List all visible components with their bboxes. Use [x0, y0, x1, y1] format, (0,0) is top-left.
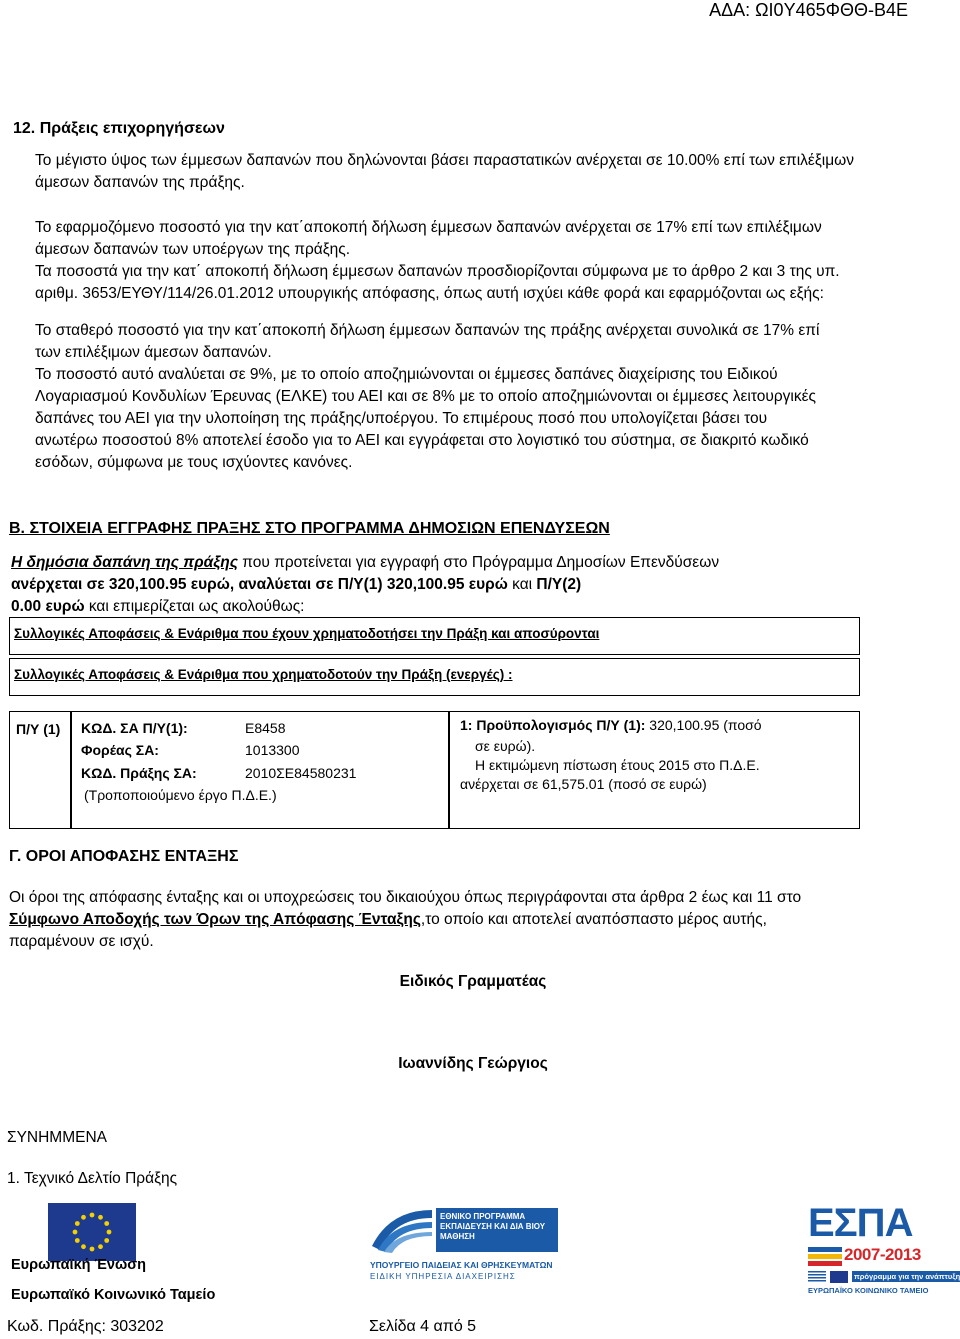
signature-name: Ιωαννίδης Γεώργιος [398, 1055, 548, 1072]
paragraph-line: Το σταθερό ποσοστό για την κατ΄αποκοπή δήλωση έμμεσων δαπανών της πράξης ανέρχεται συνολικά σε 17% επί [35, 322, 820, 339]
paragraph-line: των επιλέξιμων άμεσων δαπανών. [35, 344, 272, 361]
paragraph-line: ανωτέρω ποσοστού 8% αποτελεί έσοδο για το ΑΕΙ και εγγράφεται στο λογιστικό του σύστημα, σε διακριτό κωδικό [35, 432, 809, 449]
ministry-line-4: ΕΙΔΙΚΗ ΥΠΗΡΕΣΙΑ ΔΙΑΧΕΙΡΙΣΗΣ [370, 1272, 516, 1281]
distribution-text: και επιμερίζεται ως ακολούθως: [84, 598, 305, 615]
terms-line-2 [9, 909, 767, 931]
kod-praxis-value: 2010ΣΕ84580231 [245, 765, 357, 781]
terms-line-3: παραμένουν σε ισχύ. [9, 933, 154, 950]
attachments-heading: ΣΥΝΗΜΜΕΝΑ [7, 1129, 108, 1146]
foreas-value: 1013300 [245, 742, 300, 758]
agreement-title: Σύμφωνο Αποδοχής των Όρων της Απόφασης Ένταξης [9, 911, 421, 928]
budget-label: 1: Προϋπολογισμός Π/Υ (1): [460, 717, 646, 733]
greek-flag-icon [808, 1271, 826, 1283]
attachment-item: 1. Τεχνικό Δελτίο Πράξης [7, 1170, 178, 1187]
ministry-line-1: ΕΘΝΙΚΟ ΠΡΟΓΡΑΜΜΑ [440, 1212, 526, 1221]
section-b-line-2 [11, 574, 581, 596]
sa-details-cell [70, 711, 450, 829]
kod-sa-value: Ε8458 [245, 720, 286, 736]
eu-flag-logo [48, 1203, 136, 1261]
terms-line-2-rest: ,το οποίο και αποτελεί αναπόσπαστο μέρος αυτής, [420, 911, 767, 928]
paragraph-line: Τα ποσοστά για την κατ΄ αποκοπή δήλωση έμμεσων δαπανών προσδιορίζονται σύμφωνα με το άρθρο 2 και 3 της υπ. [35, 263, 840, 280]
terms-line-1: Οι όροι της απόφασης ένταξης και οι υποχρεώσεις του δικαιούχου όπως περιγράφονται στα άρθρα 2 έως και 11 στο [9, 889, 802, 906]
budget-cell [448, 711, 860, 829]
section-b-line-1 [11, 552, 719, 574]
espa-title: ΕΣΠΑ [808, 1201, 913, 1245]
section-b-line-3 [11, 596, 304, 618]
footer-project-code: Κωδ. Πράξης: 303202 [7, 1318, 164, 1335]
section-12-heading: 12. Πράξεις επιχορηγήσεων [13, 120, 225, 137]
ada-code: ΑΔΑ: ΩΙ0Υ465ΦΘΘ-Β4Ε [709, 0, 908, 20]
paragraph-line: Λογαριασμού Κονδυλίων Έρευνας (ΕΛΚΕ) του ΑΕΙ και σε 8% με το οποίο αποζημιώνονται οι έμμεσες λειτουργικές [35, 388, 816, 405]
eu-stars-icon [48, 1203, 136, 1261]
espa-logo [808, 1201, 960, 1297]
public-expense-label: Η δημόσια δαπάνη της πράξης [11, 554, 238, 571]
signature-title: Ειδικός Γραμματέας [399, 973, 547, 990]
ministry-logo [370, 1206, 558, 1284]
and-connector: και [507, 576, 537, 593]
section-g-heading: Γ. ΟΡΟΙ ΑΠΟΦΑΣΗΣ ΕΝΤΑΞΗΣ [9, 848, 239, 865]
paragraph-line: δαπάνες του ΑΕΙ για την υλοποίηση της πράξης/υποέργου. Το επιμέρους ποσό που υπολογίζεται βάσει του [35, 410, 768, 427]
active-decisions-box [9, 658, 860, 696]
active-decisions-label: Συλλογικές Αποφάσεις & Ενάριθμα που χρηματοδοτούν την Πράξη (ενεργές) : [14, 667, 513, 682]
budget-line-1 [460, 717, 762, 733]
budget-line-4: ανέρχεται σε 61,575.01 (ποσό σε ευρώ) [460, 776, 707, 792]
paragraph-line: Το εφαρμοζόμενο ποσοστό για την κατ΄αποκοπή δήλωση έμμεσων δαπανών ανέρχεται σε 17% επί των επιλέξιμων [35, 219, 822, 236]
withdrawn-decisions-label: Συλλογικές Αποφάσεις & Ενάριθμα που έχουν χρηματοδοτήσει την Πράξη και αποσύρονται [14, 626, 600, 641]
ministry-line-2: ΕΚΠΑΙΔΕΥΣΗ ΚΑΙ ΔΙΑ ΒΙΟΥ ΜΑΘΗΣΗ [440, 1222, 546, 1241]
eu-label: Ευρωπαϊκή Ένωση [11, 1257, 146, 1273]
foreas-label: Φορέας ΣΑ: [81, 742, 159, 758]
espa-fund: ΕΥΡΩΠΑΪΚΟ ΚΟΙΝΩΝΙΚΟ ΤΑΜΕΙΟ [808, 1286, 929, 1295]
modified-project-note: (Τροποποιούμενο έργο Π.Δ.Ε.) [84, 787, 277, 803]
amount-breakdown: ανέρχεται σε 320,100.95 ευρώ, αναλύεται σε Π/Υ(1) 320,100.95 ευρώ [11, 576, 508, 593]
kod-sa-label: ΚΩΔ. ΣΑ Π/Υ(1): [81, 720, 188, 736]
espa-stripes-icon [808, 1247, 842, 1267]
paragraph-line: εσόδων, σύμφωνα με τους ισχύοντες κανόνες. [35, 454, 353, 471]
withdrawn-decisions-box [9, 617, 860, 655]
greek-flag-ribbon-icon [370, 1206, 434, 1254]
py-label-cell [9, 711, 72, 829]
budget-line-3: Η εκτιμώμενη πίστωση έτους 2015 στο Π.Δ.Ε. [475, 757, 760, 773]
section-b-heading: Β. ΣΤΟΙΧΕΙΑ ΕΓΓΡΑΦΗΣ ΠΡΑΞΗΣ ΣΤΟ ΠΡΟΓΡΑΜΜΑ ΔΗΜΟΣΙΩΝ ΕΠΕΝΔΥΣΕΩΝ [9, 520, 610, 537]
footer-page-number: Σελίδα 4 από 5 [369, 1318, 477, 1335]
budget-value: 320,100.95 (ποσό [645, 717, 762, 733]
budget-line-2: σε ευρώ). [475, 738, 536, 754]
paragraph-line: Το μέγιστο ύψος των έμμεσων δαπανών που δηλώνονται βάσει παραστατικών ανέρχεται σε 10.00% επί των επιλέξιμων [35, 152, 855, 169]
espa-years: 2007-2013 [844, 1245, 921, 1264]
ministry-text-box [436, 1208, 558, 1252]
paragraph-line: άμεσων δαπανών των υποέργων της πράξης. [35, 241, 351, 258]
py2-label: Π/Υ(2) [536, 576, 582, 593]
paragraph-line: άμεσων δαπανών της πράξης. [35, 174, 245, 191]
espa-slogan: πρόγραμμα για την ανάπτυξη [852, 1271, 960, 1282]
eu-mini-flag-icon [830, 1271, 848, 1283]
paragraph-line: αριθμ. 3653/ΕΥΘΥ/114/26.01.2012 υπουργικής απόφασης, όπως αυτή ισχύει κάθε φορά και εφαρμόζονται ως εξής: [35, 285, 824, 302]
py-label: Π/Υ (1) [16, 721, 61, 737]
py2-amount: 0.00 ευρώ [11, 598, 85, 615]
kod-praxis-label: ΚΩΔ. Πράξης ΣΑ: [81, 765, 197, 781]
esf-label: Ευρωπαϊκό Κοινωνικό Ταμείο [11, 1287, 216, 1303]
paragraph-line: Το ποσοστό αυτό αναλύεται σε 9%, με το οποίο αποζημιώνονται οι έμμεσες δαπάνες διαχείρισης του Ειδικού [35, 366, 778, 383]
ministry-line-3: ΥΠΟΥΡΓΕΙΟ ΠΑΙΔΕΙΑΣ ΚΑΙ ΘΡΗΣΚΕΥΜΑΤΩΝ [370, 1260, 553, 1270]
public-expense-text: που προτείνεται για εγγραφή στο Πρόγραμμα Δημοσίων Επενδύσεων [237, 554, 720, 571]
